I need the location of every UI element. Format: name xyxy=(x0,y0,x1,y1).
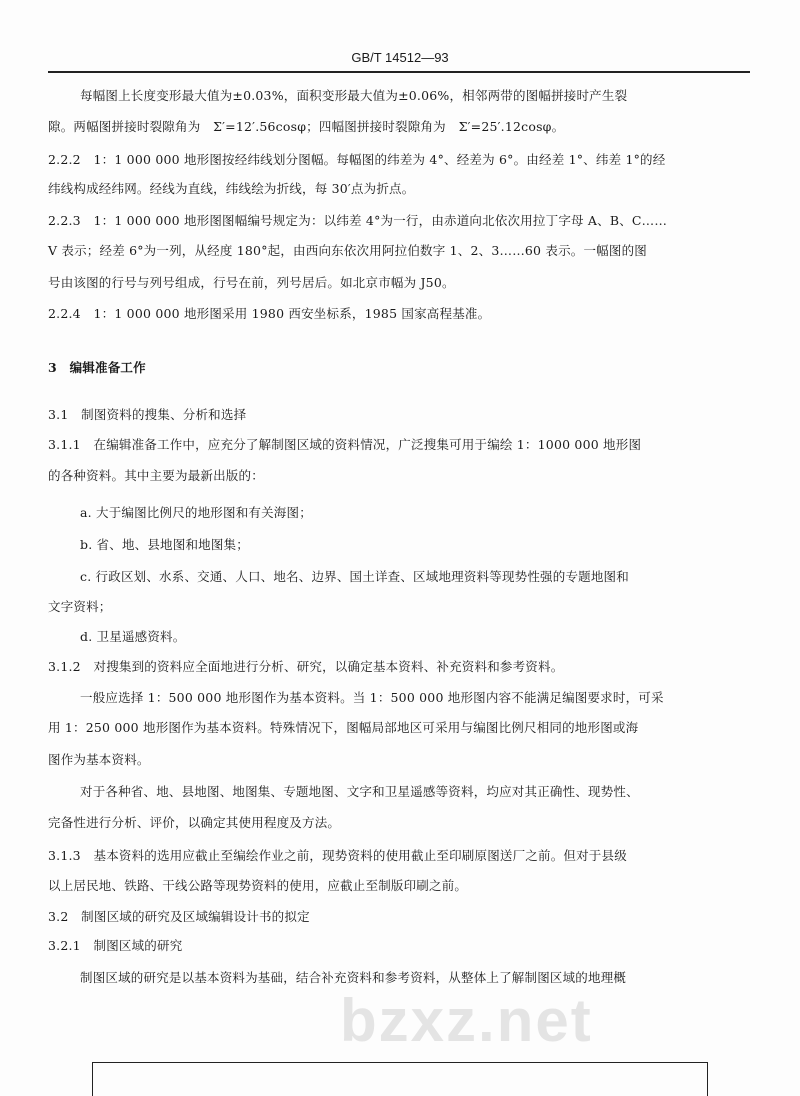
text-line: 3.1.3 基本资料的选用应截止至编绘作业之前，现势资料的使用截止至印刷原图送厂之前。但对于县级 xyxy=(48,848,627,863)
text-line: V 表示；经差 6°为一列，从经度 180°起，由西向东依次用阿拉伯数字 1、2、3……60 表示。一幅图的图 xyxy=(48,243,647,258)
text-line: 3.1.2 对搜集到的资料应全面地进行分析、研究，以确定基本资料、补充资料和参考资料。 xyxy=(48,659,564,674)
text-line: 制图区域的研究是以基本资料为基础，结合补充资料和参考资料，从整体上了解制图区域的地理概 xyxy=(80,970,627,985)
text-line: 每幅图上长度变形最大值为±0.03%，面积变形最大值为±0.06%，相邻两带的图幅拼接时产生裂 xyxy=(80,88,628,103)
section-heading: 3 编辑准备工作 xyxy=(48,360,146,375)
text-line: 以上居民地、铁路、干线公路等现势资料的使用，应截止至制版印刷之前。 xyxy=(48,878,468,893)
watermark: bzxz.net xyxy=(340,987,593,1054)
text-line: 3.2 制图区域的研究及区域编辑设计书的拟定 xyxy=(48,909,310,924)
text-line: 文字资料； xyxy=(48,599,112,614)
page-header: GB/T 14512—93 xyxy=(351,50,449,65)
text-line: 对于各种省、地、县地图、地图集、专题地图、文字和卫星遥感等资料，均应对其正确性、现势性、 xyxy=(80,784,639,799)
text-line: 3.1.1 在编辑准备工作中，应充分了解制图区域的资料情况，广泛搜集可用于编绘 1：1000 000 地形图 xyxy=(48,437,642,452)
text-line: 2.2.3 1：1 000 000 地形图图幅编号规定为：以纬差 4°为一行，由赤道向北依次用拉丁字母 A、B、C…… xyxy=(48,213,668,228)
text-line: 用 1：250 000 地形图作为基本资料。特殊情况下，图幅局部地区可采用与编图比例尺相同的地形图或海 xyxy=(48,720,639,735)
text-line: 完备性进行分析、评价，以确定其使用程度及方法。 xyxy=(48,815,341,830)
text-line: 3.2.1 制图区域的研究 xyxy=(48,938,183,953)
text-line: 的各种资料。其中主要为最新出版的： xyxy=(48,468,264,483)
text-line: 2.2.2 1：1 000 000 地形图按经纬线划分图幅。每幅图的纬差为 4°、经差为 6°。由经差 1°、纬差 1°的经 xyxy=(48,152,666,167)
text-line: b. 省、地、县地图和地图集； xyxy=(80,537,249,552)
text-line: 2.2.4 1：1 000 000 地形图采用 1980 西安坐标系，1985 国家高程基准。 xyxy=(48,306,491,321)
footer-box xyxy=(92,1062,708,1096)
text-line: a. 大于编图比例尺的地形图和有关海图； xyxy=(80,505,312,520)
text-line: 隙。两幅图拼接时裂隙角为 Σ′=12′.56cosφ；四幅图拼接时裂隙角为 Σ′=25′.12cosφ。 xyxy=(48,119,565,134)
header-rule xyxy=(48,71,750,73)
text-line: 图作为基本资料。 xyxy=(48,752,150,767)
text-line: 3.1 制图资料的搜集、分析和选择 xyxy=(48,407,247,422)
text-line: c. 行政区划、水系、交通、人口、地名、边界、国土详查、区域地理资料等现势性强的专题地图和 xyxy=(80,569,629,584)
text-line: 号由该图的行号与列号组成，行号在前，列号居后。如北京市幅为 J50。 xyxy=(48,275,455,290)
text-line: d. 卫星遥感资料。 xyxy=(80,629,186,644)
text-line: 一般应选择 1：500 000 地形图作为基本资料。当 1：500 000 地形图内容不能满足编图要求时，可采 xyxy=(80,690,664,705)
text-line: 纬线构成经纬网。经线为直线，纬线绘为折线，每 30′点为折点。 xyxy=(48,181,415,196)
